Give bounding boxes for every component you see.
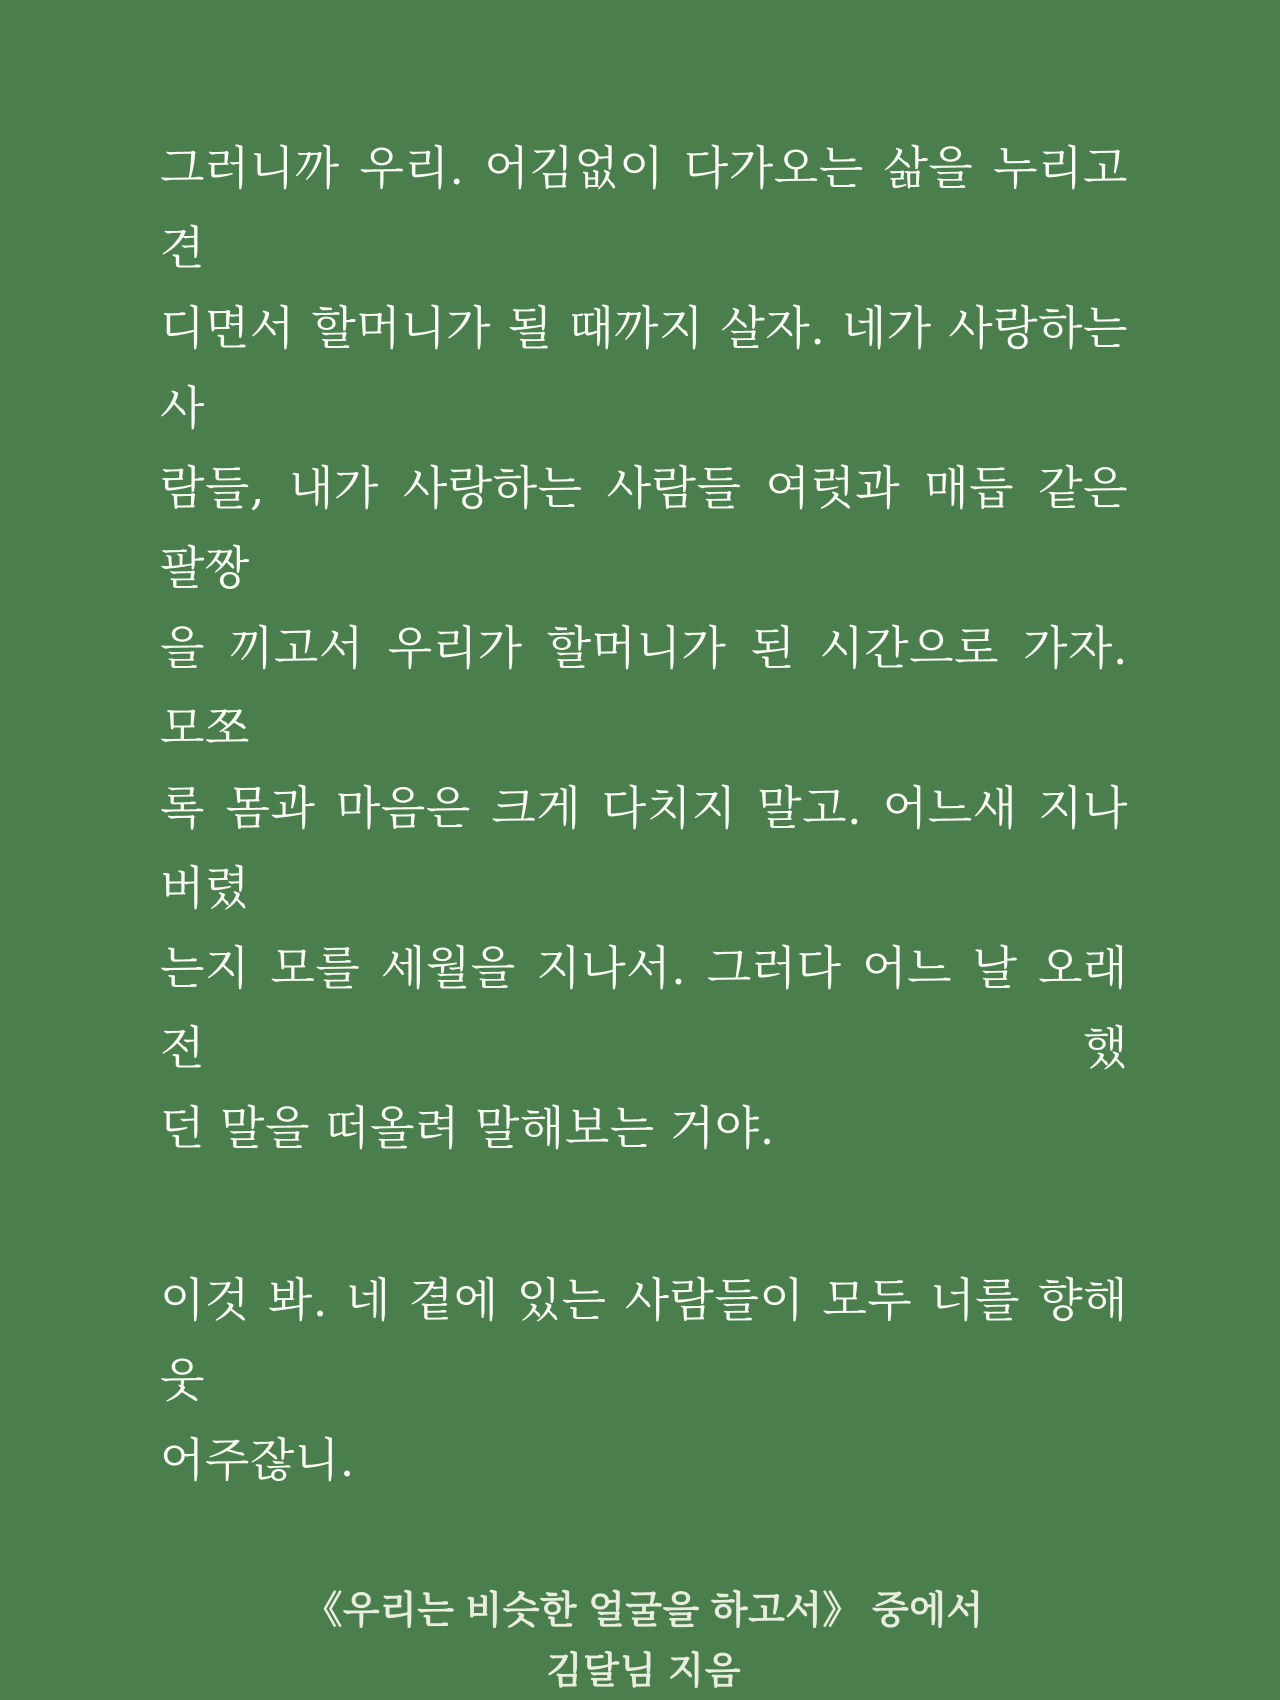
quote-paragraph-1: [160, 128, 1128, 1168]
quote-line: 어주잖니.: [160, 1433, 355, 1487]
quote-line: 디면서 할머니가 될 때까지 살자. 네가 사랑하는 사: [160, 301, 1128, 435]
book-title: 《우리는 비슷한 얼굴을 하고서》 중에서: [304, 1590, 984, 1632]
attribution: [160, 1580, 1128, 1700]
quote-line: 람들, 내가 사랑하는 사람들 여럿과 매듭 같은 팔짱: [160, 461, 1128, 595]
quote-line: 는지 모를 세월을 지나서. 그러다 어느 날 오래전 했: [160, 941, 1128, 1075]
quote-line: 록 몸과 마음은 크게 다치지 말고. 어느새 지나버렸: [160, 781, 1128, 915]
quote-line: 그러니까 우리. 어김없이 다가오는 삶을 누리고 견: [160, 141, 1128, 275]
quote-paragraph-2: [160, 1260, 1128, 1500]
quote-line: 이것 봐. 네 곁에 있는 사람들이 모두 너를 향해 웃: [160, 1273, 1128, 1407]
quote-line: 을 끼고서 우리가 할머니가 된 시간으로 가자. 모쪼: [160, 621, 1128, 755]
quote-line: 던 말을 떠올려 말해보는 거야.: [160, 1101, 775, 1155]
author-name: 김달님 지음: [546, 1650, 742, 1691]
